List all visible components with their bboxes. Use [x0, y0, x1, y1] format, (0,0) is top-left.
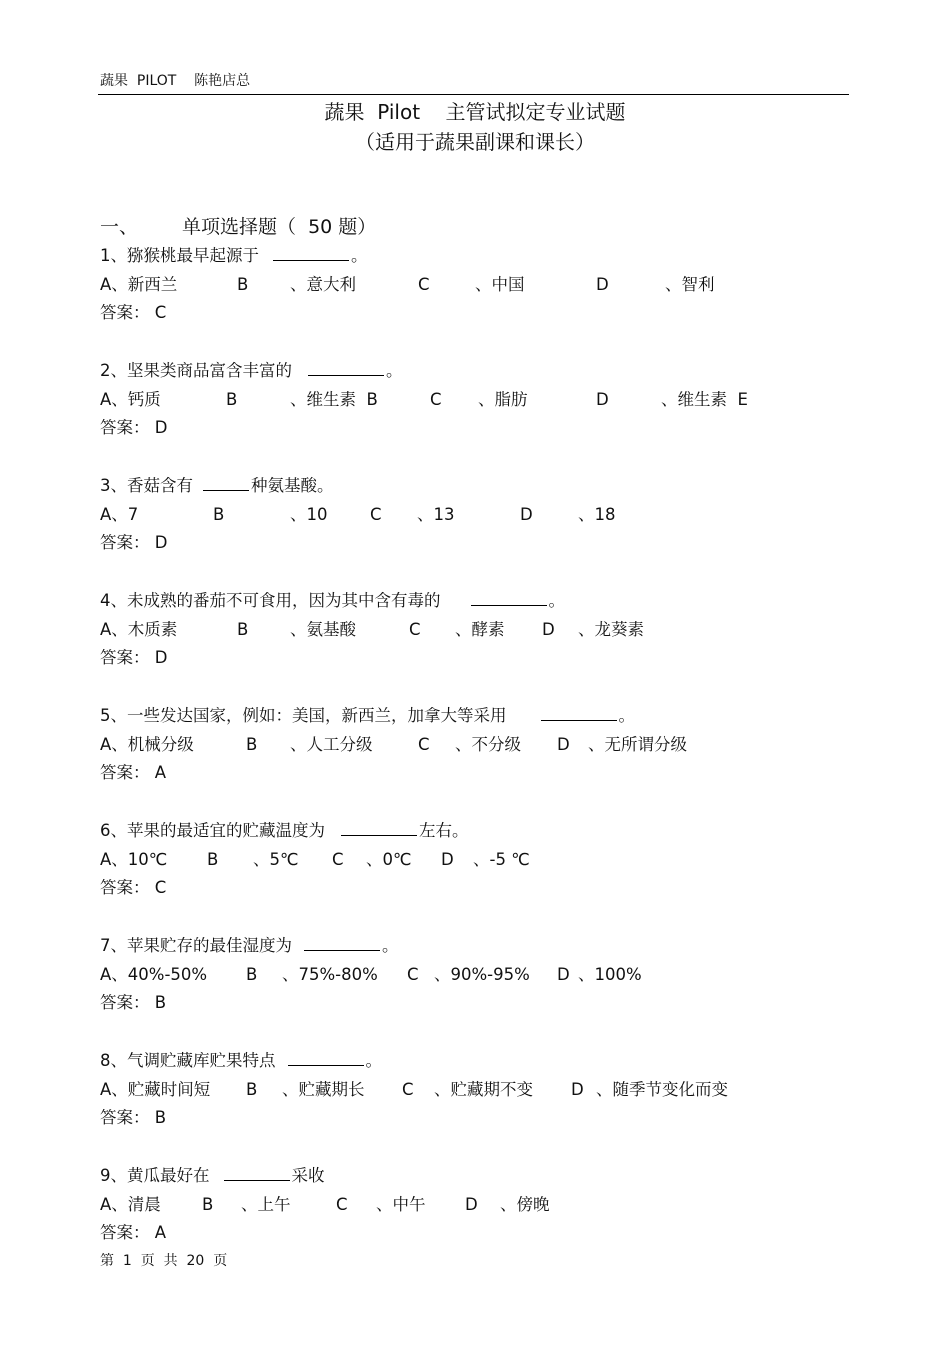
- section-number: 一、: [100, 216, 139, 238]
- answer-line: 答案： A: [100, 763, 167, 782]
- answer-blank: [224, 1166, 290, 1181]
- option-text: B: [237, 275, 249, 294]
- option-text: C: [418, 735, 430, 754]
- section-heading: [100, 212, 376, 239]
- page-footer: 第 1 页 共 20 页: [100, 1253, 228, 1269]
- question-stem: [100, 246, 368, 266]
- question-stem-suffix: 左右。: [419, 821, 469, 840]
- question-stem-text: 8、气调贮藏库贮果特点: [100, 1051, 276, 1070]
- option-text: A、贮藏时间短: [100, 1080, 211, 1099]
- answer-blank: [304, 936, 380, 951]
- option-text: B: [226, 390, 238, 409]
- question-stem-suffix: 。: [386, 361, 403, 380]
- option-text: B: [246, 965, 258, 984]
- answer-blank: [471, 591, 547, 606]
- option-text: 、贮藏期长: [282, 1080, 365, 1099]
- option-text: 、上午: [241, 1195, 291, 1214]
- answer-line: 答案： D: [100, 648, 168, 667]
- option-text: D: [596, 390, 609, 409]
- option-text: D: [441, 850, 454, 869]
- question-stem: [100, 1166, 325, 1186]
- page-title: 蔬果 Pilot 主管试拟定专业试题: [324, 100, 626, 124]
- option-text: 、100%: [578, 965, 642, 984]
- question-stem-text: 1、猕猴桃最早起源于: [100, 246, 259, 265]
- option-text: D: [542, 620, 555, 639]
- question-stem-text: 3、香菇含有: [100, 476, 193, 495]
- option-text: D: [465, 1195, 478, 1214]
- option-text: B: [246, 1080, 258, 1099]
- question-stem-suffix: 。: [382, 936, 399, 955]
- option-text: 、5℃: [253, 850, 299, 869]
- question-stem: [100, 591, 565, 611]
- question-stem-suffix: 。: [365, 1051, 382, 1070]
- option-text: 、0℃: [366, 850, 412, 869]
- option-text: D: [557, 735, 570, 754]
- option-text: D: [520, 505, 533, 524]
- option-text: 、贮藏期不变: [434, 1080, 533, 1099]
- running-header: 蔬果 PILOT 陈艳店总: [100, 73, 251, 89]
- option-text: 、10: [290, 505, 328, 524]
- option-text: C: [402, 1080, 414, 1099]
- question-stem-suffix: 。: [618, 706, 635, 725]
- question-stem: [100, 936, 399, 956]
- option-text: C: [418, 275, 430, 294]
- option-text: C: [407, 965, 419, 984]
- question-stem-text: 4、未成熟的番茄不可食用，因为其中含有毒的: [100, 591, 441, 610]
- option-text: 、随季节变化而变: [596, 1080, 728, 1099]
- answer-blank: [203, 476, 249, 491]
- answer-blank: [288, 1051, 364, 1066]
- option-text: A、40%-50%: [100, 965, 208, 984]
- option-text: A、钙质: [100, 390, 161, 409]
- option-text: C: [430, 390, 442, 409]
- option-text: B: [202, 1195, 214, 1214]
- answer-line: 答案： B: [100, 1108, 167, 1127]
- option-text: B: [213, 505, 225, 524]
- option-text: C: [336, 1195, 348, 1214]
- option-text: A、新西兰: [100, 275, 178, 294]
- option-text: D: [596, 275, 609, 294]
- question-stem: [100, 1051, 382, 1071]
- question-stem-text: 6、苹果的最适宜的贮藏温度为: [100, 821, 325, 840]
- option-text: 、-5 ℃: [473, 850, 530, 869]
- option-text: A、7: [100, 505, 139, 524]
- question-stem-suffix: 采收: [291, 1166, 325, 1185]
- answer-line: 答案： C: [100, 303, 167, 322]
- option-text: 、中国: [475, 275, 525, 294]
- question-stem-text: 5、一些发达国家，例如：美国，新西兰，加拿大等采用: [100, 706, 507, 725]
- option-text: A、机械分级: [100, 735, 194, 754]
- option-text: C: [332, 850, 344, 869]
- option-text: A、木质素: [100, 620, 178, 639]
- option-text: 、酵素: [455, 620, 505, 639]
- option-text: C: [409, 620, 421, 639]
- option-text: 、维生素 B: [290, 390, 378, 409]
- option-text: 、脂肪: [478, 390, 528, 409]
- answer-blank: [308, 361, 384, 376]
- header-rule: [98, 94, 849, 95]
- option-text: 、智利: [665, 275, 715, 294]
- question-stem: [100, 476, 334, 496]
- option-text: A、10℃: [100, 850, 168, 869]
- option-text: 、90%-95%: [434, 965, 530, 984]
- question-stem-suffix: 。: [548, 591, 565, 610]
- option-text: 、无所谓分级: [588, 735, 687, 754]
- question-stem: [100, 361, 403, 381]
- option-text: B: [207, 850, 219, 869]
- question-stem: [100, 706, 635, 726]
- option-text: B: [237, 620, 249, 639]
- option-text: D: [571, 1080, 584, 1099]
- option-text: 、龙葵素: [578, 620, 644, 639]
- option-text: 、维生素 E: [661, 390, 748, 409]
- answer-line: 答案： D: [100, 418, 168, 437]
- question-stem: [100, 821, 469, 841]
- section-label: 单项选择题（ 50 题）: [182, 216, 377, 238]
- question-stem-text: 9、黄瓜最好在: [100, 1166, 210, 1185]
- question-stem-text: 7、苹果贮存的最佳湿度为: [100, 936, 292, 955]
- option-text: 、13: [417, 505, 455, 524]
- question-stem-suffix: 种氨基酸。: [251, 476, 334, 495]
- option-text: B: [246, 735, 258, 754]
- question-stem-suffix: 。: [351, 246, 368, 265]
- answer-line: 答案： B: [100, 993, 167, 1012]
- answer-blank: [541, 706, 617, 721]
- option-text: 、不分级: [455, 735, 521, 754]
- answer-blank: [341, 821, 417, 836]
- option-text: 、人工分级: [290, 735, 373, 754]
- answer-line: 答案： A: [100, 1223, 167, 1242]
- answer-line: 答案： D: [100, 533, 168, 552]
- option-text: 、75%-80%: [282, 965, 378, 984]
- page-subtitle: （适用于蔬果副课和课长）: [355, 130, 595, 154]
- answer-line: 答案： C: [100, 878, 167, 897]
- option-text: 、傍晚: [500, 1195, 550, 1214]
- option-text: 、氨基酸: [290, 620, 356, 639]
- option-text: 、18: [578, 505, 616, 524]
- option-text: 、中午: [376, 1195, 426, 1214]
- option-text: A、清晨: [100, 1195, 161, 1214]
- answer-blank: [273, 246, 349, 261]
- option-text: D: [557, 965, 570, 984]
- option-text: C: [370, 505, 382, 524]
- option-text: 、意大利: [290, 275, 356, 294]
- question-stem-text: 2、坚果类商品富含丰富的: [100, 361, 292, 380]
